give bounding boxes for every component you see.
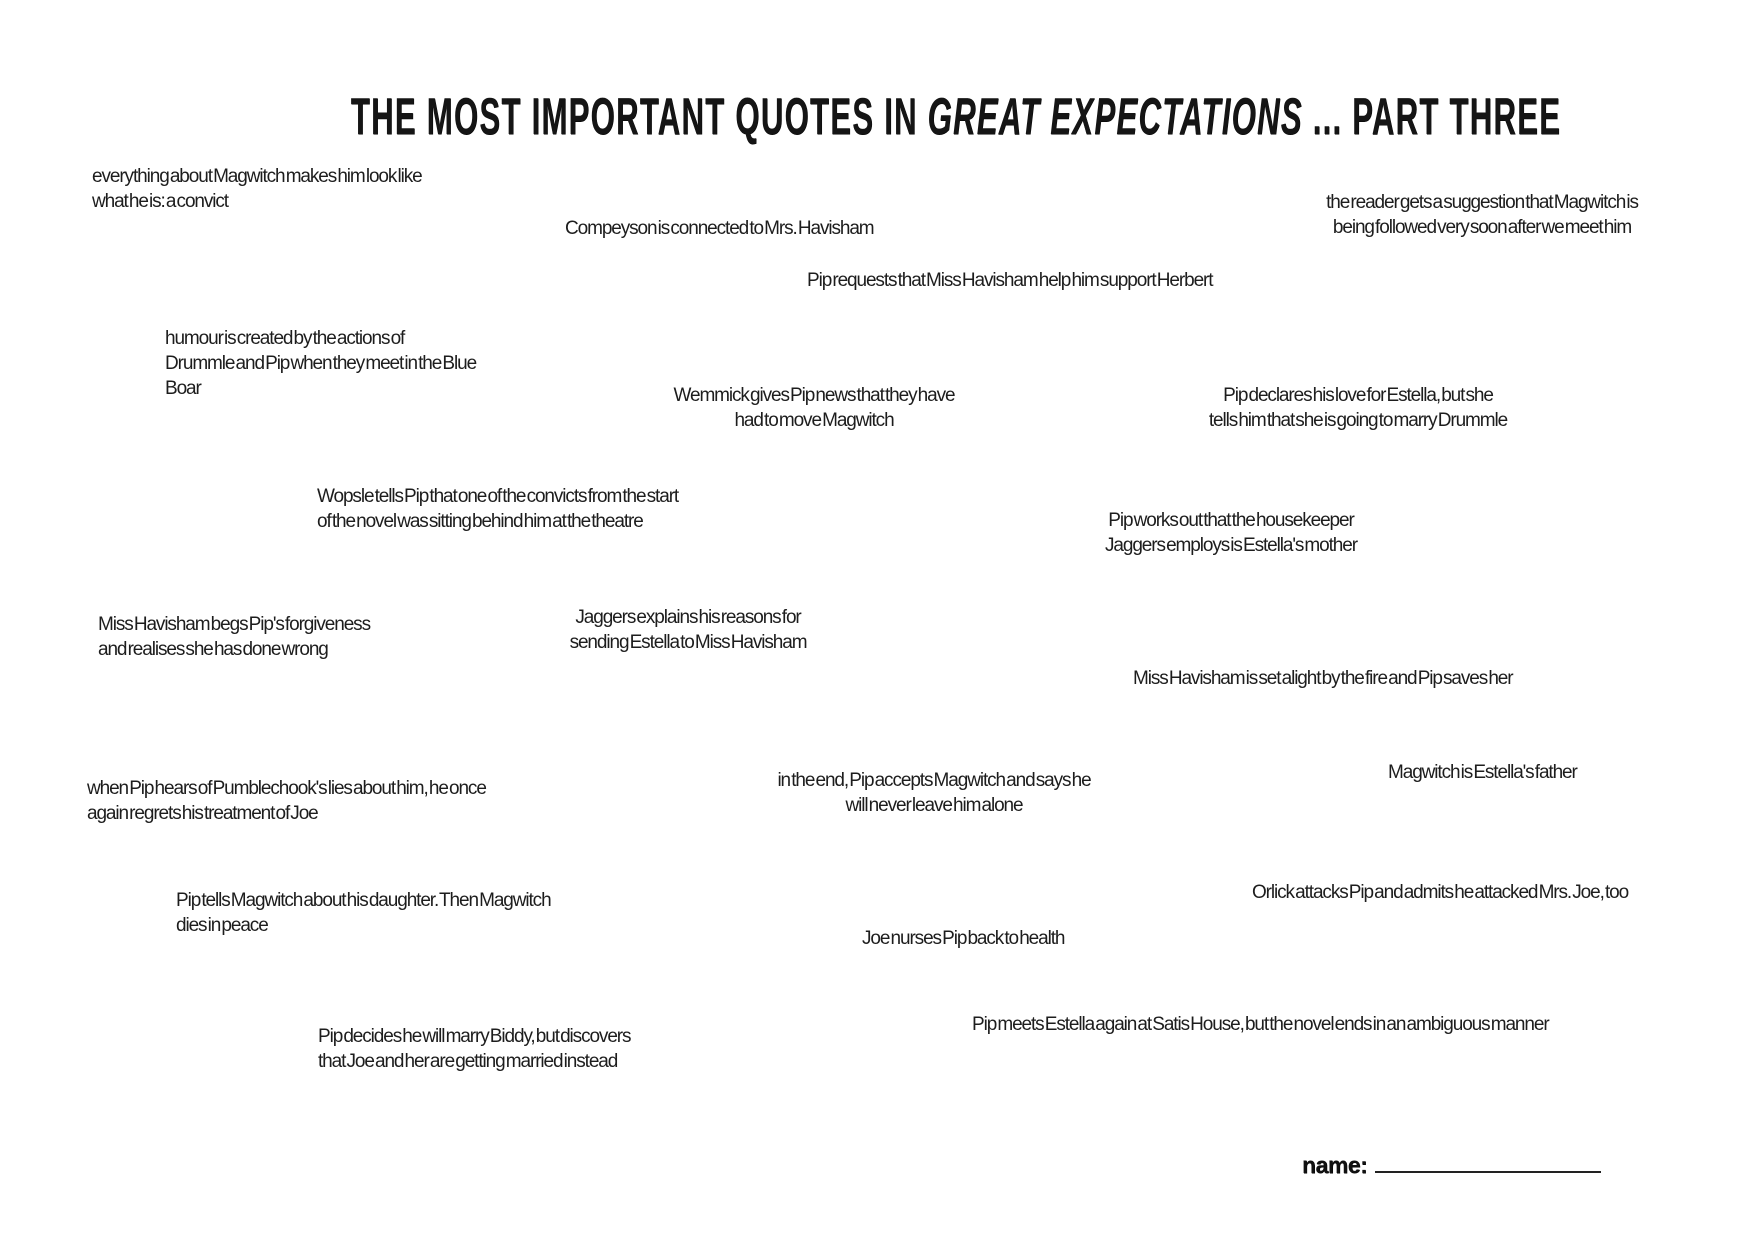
note-pip-accepts-magwitch	[756, 768, 1112, 818]
note-magwitch-father	[1388, 760, 1577, 785]
note-line: Jaggers employs is Estella's mother	[1105, 535, 1357, 556]
note-line: Compeyson is connected to Mrs. Havisham	[565, 218, 874, 239]
note-line: being followed very soon after we meet him	[1332, 217, 1632, 238]
page-title-part1: THE MOST IMPORTANT QUOTES IN	[350, 87, 928, 146]
note-line: Pip requests that Miss Havisham help him support Herbert	[807, 270, 1213, 291]
name-blank-line	[1375, 1150, 1601, 1173]
note-housekeeper-mother	[1085, 508, 1377, 558]
note-reader-suggestion	[1282, 190, 1682, 240]
note-line: Miss Havisham is set alight by the fire and Pip saves her	[1133, 668, 1513, 689]
note-line: Pip tells Magwitch about his daughter. Then Magwitch	[176, 890, 551, 911]
note-line: when Pip hears of Pumblechook's lies about him, he once	[87, 778, 486, 799]
note-pumblechook-lies	[87, 776, 486, 826]
note-pip-declares-love	[1182, 383, 1534, 433]
note-compeyson-havisham	[565, 216, 874, 241]
note-line: Joe nurses Pip back to health	[862, 928, 1065, 949]
note-line: everything about Magwitch makes him look like	[92, 166, 422, 187]
note-humour-blue-boar	[165, 326, 476, 401]
note-havisham-forgiveness	[98, 612, 370, 662]
note-line: tells him that she is going to marry Drummle	[1208, 410, 1508, 431]
note-line: again regrets his treatment of Joe	[87, 803, 318, 824]
note-line: Pip decides he will marry Biddy, but discovers	[318, 1026, 631, 1047]
note-line: in the end, Pip accepts Magwitch and says he	[777, 770, 1091, 791]
note-line: of the novel was sitting behind him at the theatre	[317, 511, 643, 532]
page-title-book-name: GREAT EXPECTATIONS	[927, 87, 1303, 146]
note-line: will never leave him alone	[845, 795, 1023, 816]
note-line: Magwitch is Estella's father	[1388, 762, 1577, 783]
note-line: the reader gets a suggestion that Magwitch is	[1326, 192, 1638, 213]
note-line: Wopsle tells Pip that one of the convicts from the start	[317, 486, 679, 507]
page-title	[350, 87, 1562, 146]
note-joe-nurses	[862, 926, 1064, 951]
note-havisham-fire	[1133, 666, 1513, 691]
note-line: Pip works out that the housekeeper	[1108, 510, 1354, 531]
note-line: Boar	[165, 378, 201, 399]
note-pip-biddy	[318, 1024, 630, 1074]
note-line: Jaggers explains his reasons for	[575, 607, 801, 628]
note-line: Orlick attacks Pip and admits he attacked Mrs. Joe, too	[1252, 882, 1629, 903]
name-field	[1302, 1150, 1601, 1179]
note-line: that Joe and her are getting married instead	[318, 1051, 618, 1072]
note-magwitch-dies	[176, 888, 551, 938]
note-line: Miss Havisham begs Pip's forgiveness	[98, 614, 370, 635]
note-magwitch-convict	[92, 164, 422, 214]
note-pip-estella-ending	[972, 1012, 1549, 1037]
note-jaggers-explains	[550, 605, 826, 655]
note-line: dies in peace	[176, 915, 268, 936]
note-line: Pip meets Estella again at Satis House, but the novel ends in an ambiguous manner	[972, 1014, 1549, 1035]
name-label: name:	[1302, 1152, 1368, 1178]
note-orlick-attacks	[1252, 880, 1628, 905]
note-line: Drummle and Pip when they meet in the Blue	[165, 353, 477, 374]
note-wopsle-theatre	[317, 484, 678, 534]
note-line: sending Estella to Miss Havisham	[569, 632, 807, 653]
note-pip-requests-havisham	[807, 268, 1212, 293]
note-line: humour is created by the actions of	[165, 328, 405, 349]
note-line: and realises she has done wrong	[98, 639, 328, 660]
note-line: what he is: a convict	[92, 191, 228, 212]
note-wemmick-news	[658, 383, 970, 433]
page-title-part3: ... PART THREE	[1302, 87, 1562, 146]
note-line: had to move Magwitch	[734, 410, 894, 431]
note-line: Pip declares his love for Estella, but she	[1223, 385, 1493, 406]
note-line: Wemmick gives Pip news that they have	[673, 385, 955, 406]
